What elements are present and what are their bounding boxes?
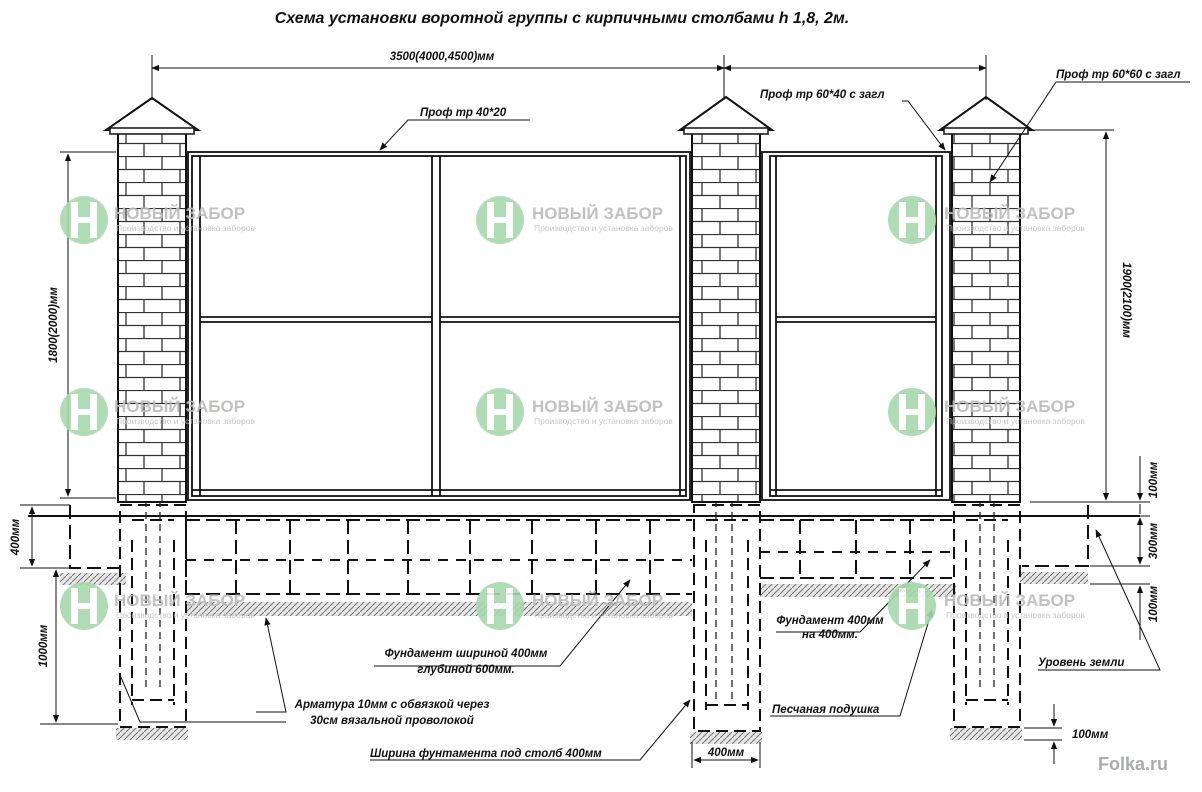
watermark-subtitle: Производство и установка заборов (534, 223, 673, 233)
label-prof-60x60: Проф тр 60*60 с загл (1056, 69, 1181, 81)
brick-post-middle (680, 97, 772, 502)
watermarks (60, 196, 1085, 630)
watermark-title: НОВЫЙ ЗАБОР (532, 397, 664, 416)
watermark-subtitle: Производство и установка заборов (534, 416, 673, 426)
dimension-top-width: 3500(4000,4500)мм (389, 51, 495, 63)
watermark-subtitle: Производство и установка заборов (946, 416, 1085, 426)
watermark-title: НОВЫЙ ЗАБОР (944, 204, 1076, 223)
site-watermark: Folka.ru (1098, 754, 1169, 774)
label-sand-cushion: Песчаная подушка (772, 704, 880, 716)
label-foundation-strip-2: глубиной 600мм. (417, 664, 515, 676)
label-ground-level: Уровень земли (1038, 657, 1125, 669)
label-post-foundation-width: Ширина фунтамента под столб 400мм (370, 748, 602, 760)
label-prof-40x20: Проф тр 40*20 (420, 107, 507, 119)
label-foundation-400-1: Фундамент 400мм (776, 615, 884, 627)
watermark-subtitle: Производство и установка заборов (116, 223, 255, 233)
dimension-right-100-top: 100мм (1148, 461, 1160, 499)
label-foundation-strip-1: Фундамент шириной 400мм (384, 648, 548, 660)
brick-post-right (940, 97, 1032, 502)
watermark-subtitle: Производство и установка заборов (116, 610, 255, 620)
watermark-title: НОВЫЙ ЗАБОР (532, 591, 664, 610)
watermark-title: НОВЫЙ ЗАБОР (114, 204, 246, 223)
dimension-depth-400: 400мм (10, 518, 22, 556)
dimension-right-100-mid: 100мм (1148, 585, 1160, 623)
label-rebar-2: 30см вязальной проволокой (310, 715, 474, 727)
watermark-title: НОВЫЙ ЗАБОР (944, 591, 1076, 610)
watermark-subtitle: Производство и установка заборов (946, 610, 1085, 620)
label-foundation-400-2: на 400мм. (802, 629, 858, 641)
watermark-title: НОВЫЙ ЗАБОР (114, 591, 246, 610)
label-prof-60x40: Проф тр 60*40 с загл (760, 89, 885, 101)
watermark-title: НОВЫЙ ЗАБОР (114, 397, 246, 416)
diagram-title: Схема установки воротной группы с кирпичными столбами h 1,8, 2м. (274, 10, 850, 27)
dimension-left-height: 1800(2000)мм (48, 287, 60, 363)
watermark-title: НОВЫЙ ЗАБОР (944, 397, 1076, 416)
label-rebar-1: Арматура 10мм с обвязкой через (294, 699, 490, 711)
watermark-subtitle: Производство и установка заборов (116, 416, 255, 426)
watermark-subtitle: Производство и установка заборов (946, 223, 1085, 233)
dimension-right-height: 1900(2100)мм (1120, 262, 1132, 338)
watermark-subtitle: Производство и установка заборов (534, 610, 673, 620)
strip-foundation (70, 505, 1088, 594)
watermark-title: НОВЫЙ ЗАБОР (532, 204, 664, 223)
dimension-right-300: 300мм (1148, 522, 1160, 560)
dimension-bottom-100: 100мм (1072, 729, 1109, 741)
brick-post-left (106, 98, 198, 502)
dimension-depth-1000: 1000мм (38, 624, 50, 668)
dimension-bottom-400: 400мм (707, 747, 745, 759)
